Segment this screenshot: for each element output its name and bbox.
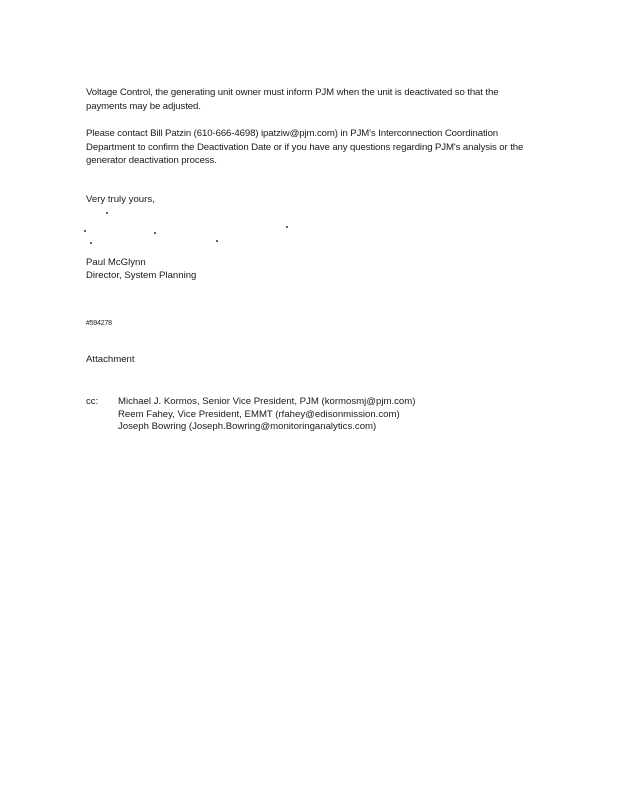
cc-label: cc: [86,396,99,407]
signature-marks [80,210,310,246]
attachment-label: Attachment [86,354,135,365]
closing: Very truly yours, [86,194,155,205]
cc-recipient: Michael J. Kormos, Senior Vice President, PJM (kormosmj@pjm.com) [118,396,416,407]
signature-block [86,256,196,282]
cc-recipient: Reem Fahey, Vice President, EMMT (rfahey@edisonmission.com) [118,408,400,420]
signer-title: Director, System Planning [86,270,197,281]
document-number: #594278 [86,320,112,327]
cc-list [118,396,415,434]
signer-name: Paul McGlynn [86,257,146,268]
paragraph-contact: Please contact Bill Patzin (610-666-4698) ipatziw@pjm.com) in PJM's Interconnection Coordination Department to confirm the Deactivation Date or if you have any questions regarding PJM's analysis or the generator deactivation process. [86,128,524,166]
cc-recipient: Joseph Bowring (Joseph.Bowring@monitoringanalytics.com) [118,421,377,432]
paragraph-voltage-control: Voltage Control, the generating unit owner must inform PJM when the unit is deactivated so that the payments may be adjusted. [86,87,499,112]
